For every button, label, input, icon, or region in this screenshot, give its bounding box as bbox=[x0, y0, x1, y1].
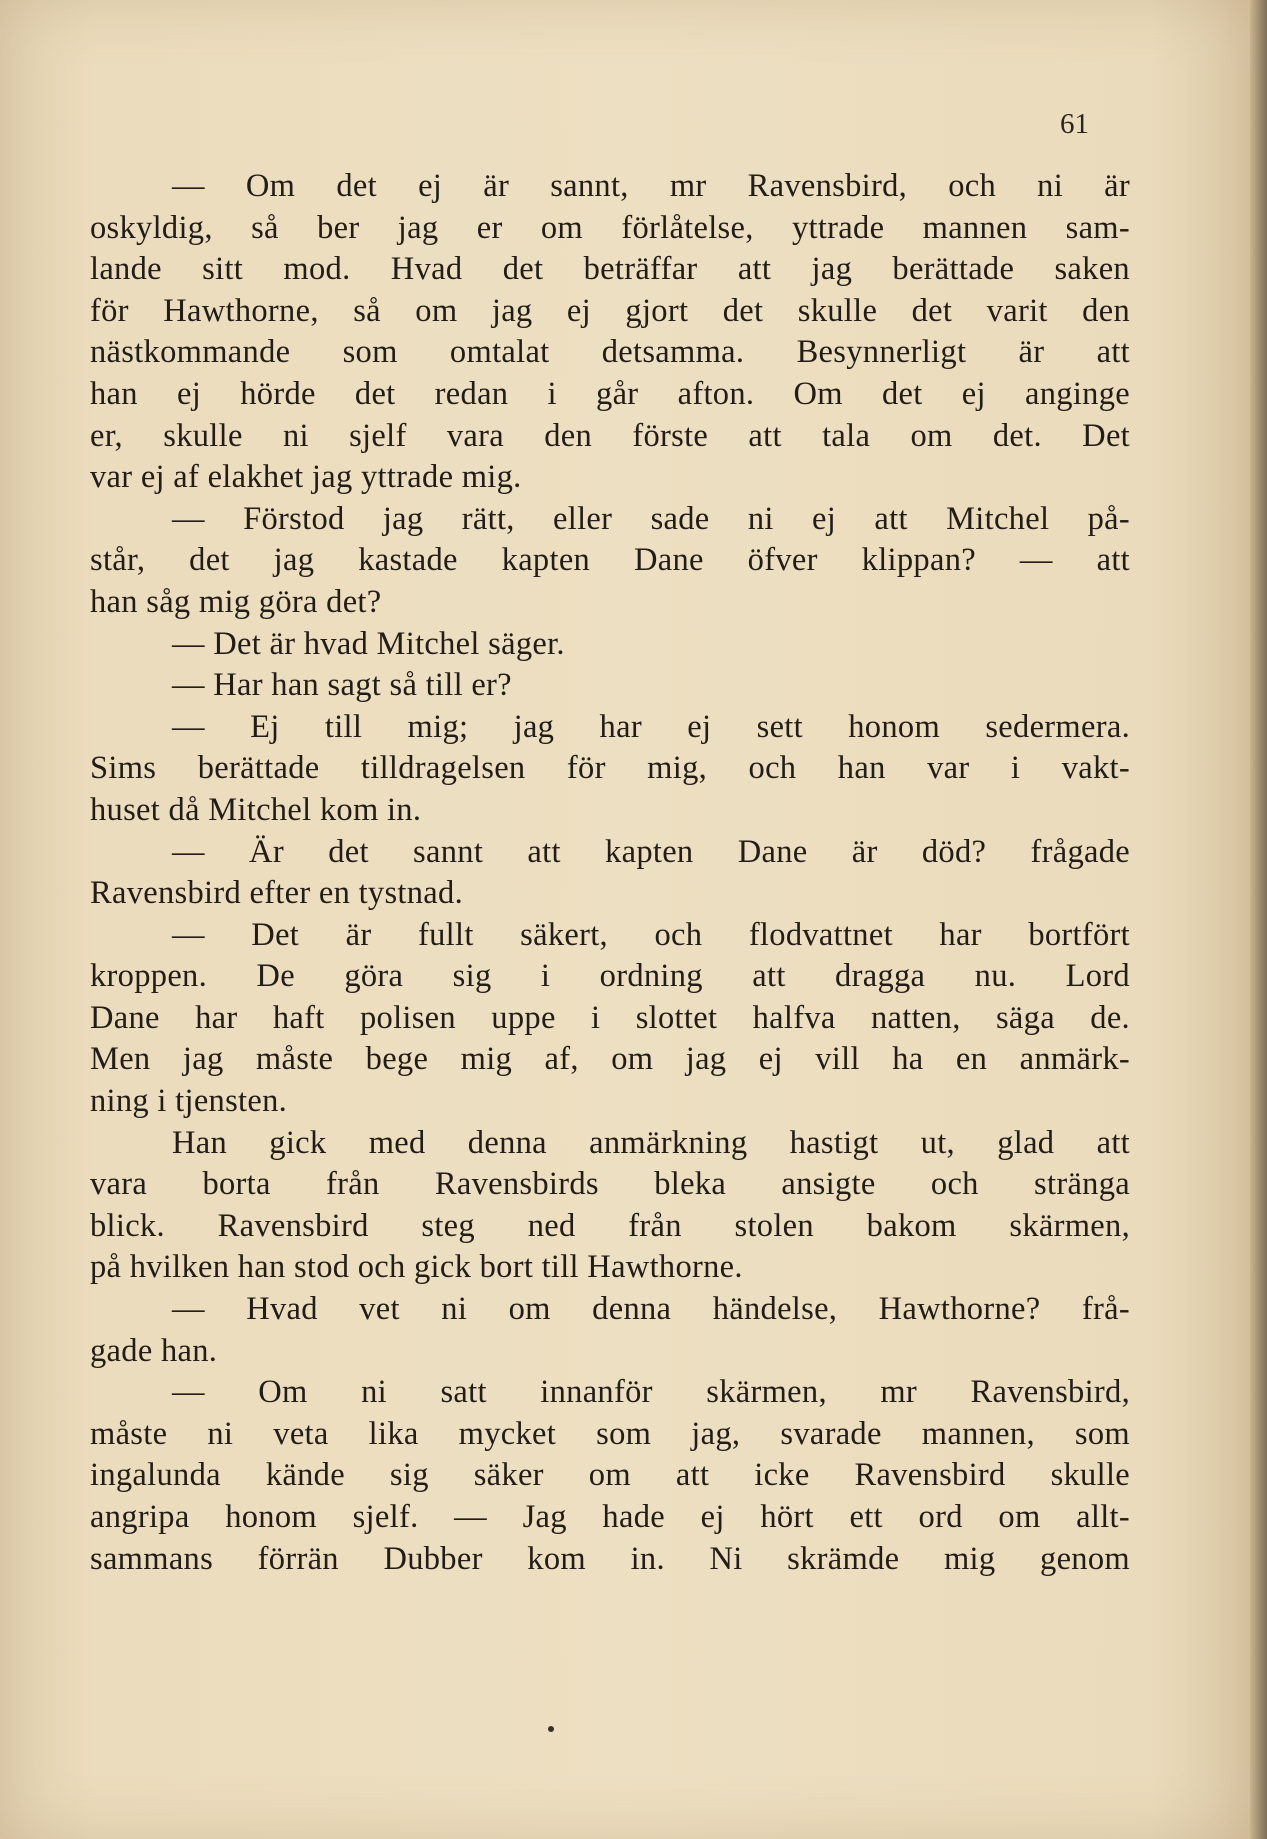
text-line: ingalunda kände sig säker om att icke Ravensbird skulle bbox=[90, 1457, 1130, 1494]
text-line: — Har han sagt så till er? bbox=[172, 667, 512, 704]
text-line: — Det är fullt säkert, och flodvattnet har bortfört bbox=[172, 916, 1130, 953]
text-line: — Ej till mig; jag har ej sett honom sedermera. bbox=[172, 708, 1130, 745]
text-line: — Hvad vet ni om denna händelse, Hawthorne? frå- bbox=[172, 1291, 1130, 1328]
text-line: var ej af elakhet jag yttrade mig. bbox=[90, 459, 522, 496]
text-line: Ravensbird efter en tystnad. bbox=[90, 875, 464, 912]
text-line: blick. Ravensbird steg ned från stolen bakom skärmen, bbox=[90, 1207, 1130, 1244]
text-line: står, det jag kastade kapten Dane öfver klippan? — att bbox=[90, 542, 1130, 579]
text-line: Sims berättade tilldragelsen för mig, och han var i vakt- bbox=[90, 750, 1130, 787]
text-line: nästkommande som omtalat detsamma. Besynnerligt är att bbox=[90, 334, 1130, 371]
text-line: Dane har haft polisen uppe i slottet halfva natten, säga de. bbox=[90, 999, 1130, 1036]
text-line: — Förstod jag rätt, eller sade ni ej att Mitchel på- bbox=[172, 500, 1130, 537]
text-line: kroppen. De göra sig i ordning att dragga nu. Lord bbox=[90, 958, 1130, 995]
text-line: han såg mig göra det? bbox=[90, 583, 382, 620]
text-line: gade han. bbox=[90, 1332, 218, 1369]
text-line: — Om ni satt innanför skärmen, mr Ravensbird, bbox=[172, 1374, 1130, 1411]
text-line: vara borta från Ravensbirds bleka ansigte och stränga bbox=[90, 1166, 1130, 1203]
text-line: för Hawthorne, så om jag ej gjort det skulle det varit den bbox=[90, 292, 1130, 329]
text-line: huset då Mitchel kom in. bbox=[90, 791, 422, 828]
text-line: han ej hörde det redan i går afton. Om det ej anginge bbox=[90, 375, 1130, 412]
body-text bbox=[90, 166, 1130, 1580]
text-line: på hvilken han stod och gick bort till Hawthorne. bbox=[90, 1249, 743, 1286]
text-line: Han gick med denna anmärkning hastigt ut, glad att bbox=[172, 1124, 1130, 1161]
page-number: 61 bbox=[1060, 108, 1089, 140]
text-line: sammans förrän Dubber kom in. Ni skrämde mig genom bbox=[90, 1540, 1130, 1577]
text-line: Men jag måste bege mig af, om jag ej vill ha en anmärk- bbox=[90, 1041, 1130, 1078]
text-line: er, skulle ni sjelf vara den förste att tala om det. Det bbox=[90, 417, 1130, 454]
page-edge bbox=[1250, 0, 1267, 1839]
text-line: — Är det sannt att kapten Dane är död? frågade bbox=[172, 833, 1130, 870]
text-line: måste ni veta lika mycket som jag, svarade mannen, som bbox=[90, 1415, 1130, 1452]
text-line: — Det är hvad Mitchel säger. bbox=[172, 625, 565, 662]
text-line: — Om det ej är sannt, mr Ravensbird, och ni är bbox=[172, 168, 1130, 204]
text-line: lande sitt mod. Hvad det beträffar att jag berättade saken bbox=[90, 251, 1130, 288]
text-line: ning i tjensten. bbox=[90, 1083, 288, 1120]
text-line: oskyldig, så ber jag er om förlåtelse, yttrade mannen sam- bbox=[90, 209, 1130, 246]
printer-mark bbox=[548, 1726, 554, 1732]
text-line: angripa honom sjelf. — Jag hade ej hört ett ord om allt- bbox=[90, 1499, 1130, 1535]
